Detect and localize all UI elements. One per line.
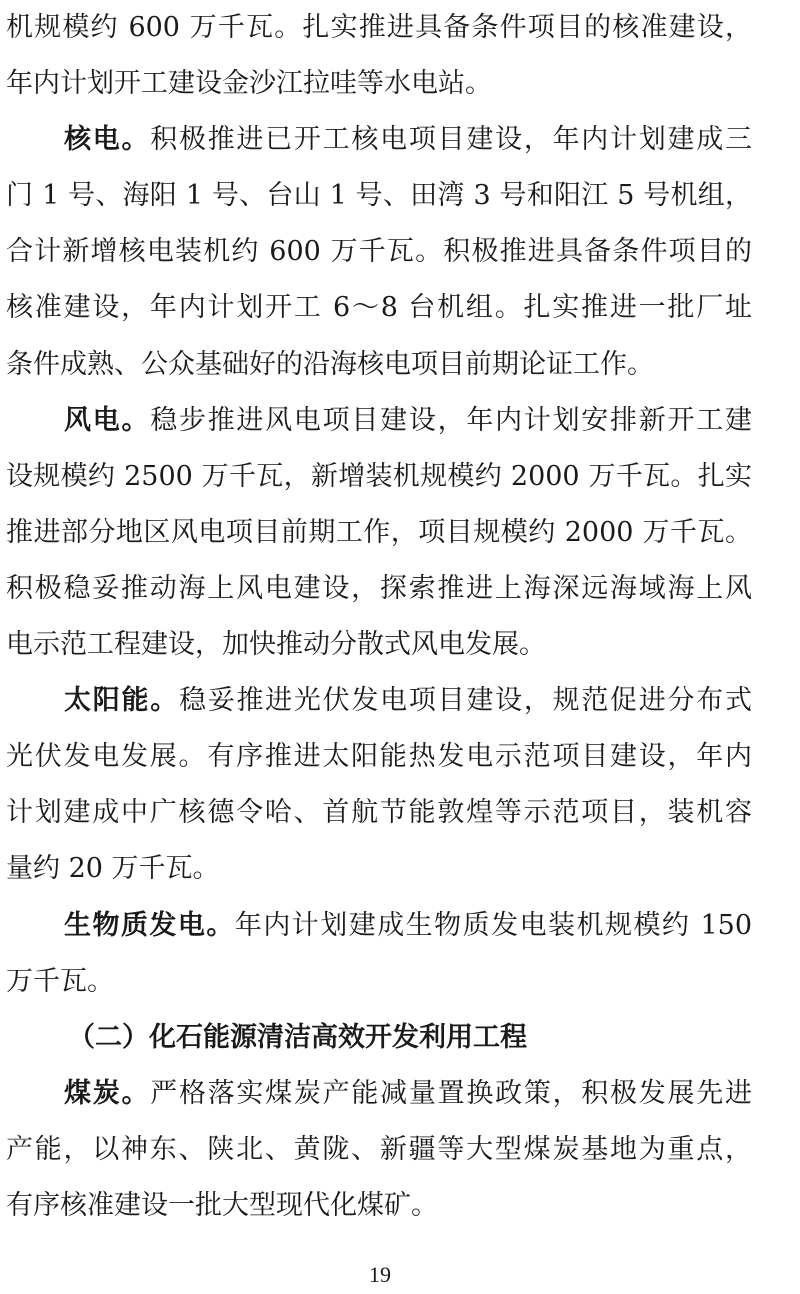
text-line: 推进部分地区风电项目前期工作，项目规模约 2000 万千瓦。 [6,516,752,548]
lead-term: 生物质发电。 [64,909,235,941]
text-line: 稳妥推进光伏发电项目建设，规范促进分布式 [178,685,752,717]
page-number: 19 [369,1262,391,1287]
text-line: 合计新增核电装机约 600 万千瓦。积极推进具备条件项目的 [6,236,752,268]
paragraph-biomass [6,898,752,954]
paragraph-solar [6,673,752,729]
text-line: 年内计划开工建设金沙江拉哇等水电站。 [6,68,492,100]
text-line: 门 1 号、海阳 1 号、台山 1 号、田湾 3 号和阳江 5 号机组， [6,180,752,212]
text-line: 年内计划建成生物质发电装机规模约 150 [234,909,752,941]
text-line: 条件成熟、公众基础好的沿海核电项目前期论证工作。 [6,348,654,380]
text-line: 核准建设，年内计划开工 6～8 台机组。扎实推进一批厂址 [6,292,752,324]
text-line: 量约 20 万千瓦。 [6,853,220,885]
text-line: 电示范工程建设，加快推动分散式风电发展。 [6,629,546,661]
lead-term: 太阳能。 [64,685,179,717]
lead-term: 风电。 [64,404,151,436]
text-line: 光伏发电发展。有序推进太阳能热发电示范项目建设，年内 [6,741,752,773]
text-line: 积极推进已开工核电项目建设，年内计划建成三 [150,124,752,156]
text-line: 机规模约 600 万千瓦。扎实推进具备条件项目的核准建设， [6,12,752,43]
text-line: 稳步推进风电项目建设，年内计划安排新开工建 [150,404,752,436]
text-line: 计划建成中广核德令哈、首航节能敦煌等示范项目，装机容 [6,797,752,829]
text-line: 设规模约 2500 万千瓦，新增装机规模约 2000 万千瓦。扎实 [6,460,752,492]
section-heading: （二）化石能源清洁高效开发利用工程 [68,1021,527,1053]
text-line: 有序核准建设一批大型现代化煤矿。 [6,1189,438,1221]
lead-term: 核电。 [64,124,151,156]
text-line: 产能，以神东、陕北、黄陇、新疆等大型煤炭基地为重点， [6,1133,752,1165]
document-body [6,0,752,1234]
paragraph-wind [6,393,752,449]
paragraph-coal [6,1066,752,1122]
lead-term: 煤炭。 [64,1077,151,1109]
text-line: 严格落实煤炭产能减量置换政策，积极发展先进 [150,1077,752,1109]
text-line: 万千瓦。 [6,965,114,997]
text-line: 积极稳妥推动海上风电建设，探索推进上海深远海域海上风 [6,572,752,604]
paragraph-nuclear [6,112,752,168]
